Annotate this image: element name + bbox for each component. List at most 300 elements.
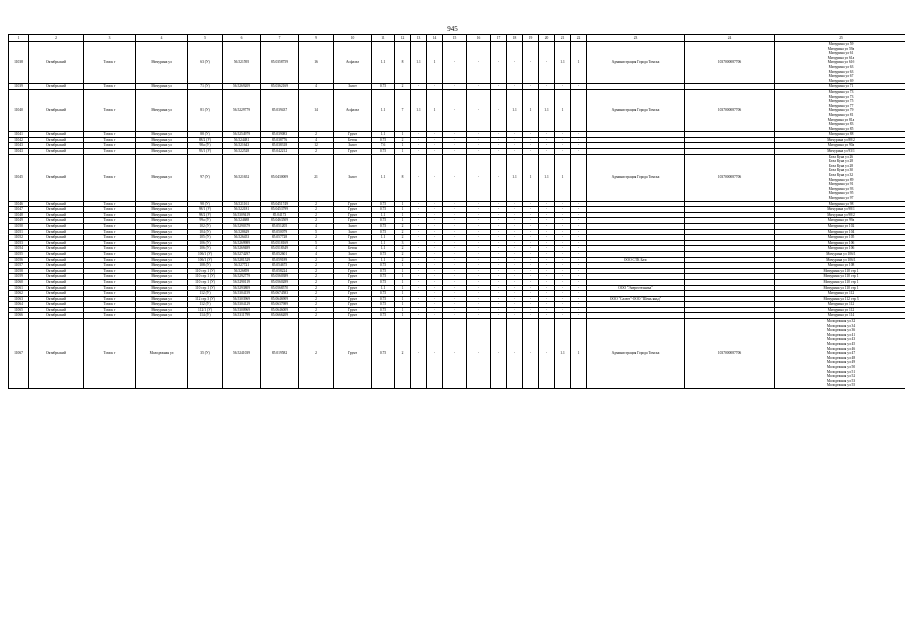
- cell-c12: 8: [395, 154, 411, 201]
- cell-street: Мичурина ул: [136, 89, 188, 131]
- cell-c14: -: [427, 212, 443, 218]
- cell-c15: -: [443, 207, 467, 213]
- column-header: 12: [395, 35, 411, 42]
- cell-c16: -: [467, 84, 491, 90]
- cell-c13: -: [411, 149, 427, 155]
- cell-c14: -: [427, 307, 443, 313]
- cell-street: Мичурина ул: [136, 223, 188, 229]
- cell-c11: 1.1: [372, 235, 395, 241]
- cell-house: 112/1 (У): [188, 307, 223, 313]
- cell-district: Октябрьский: [29, 307, 84, 313]
- cell-c22: 1: [571, 319, 587, 389]
- cell-c15: -: [443, 307, 467, 313]
- cell-lat: 56.5290379: [223, 223, 261, 229]
- served-address: Мичурина ул 106: [827, 246, 855, 251]
- cell-lon: 85.0518349: [261, 246, 299, 252]
- cell-c17: -: [491, 285, 507, 291]
- column-header: 16: [467, 35, 491, 42]
- served-address: Мичурина ул 102: [827, 223, 855, 228]
- cell-c14: -: [427, 84, 443, 90]
- cell-c17: -: [491, 223, 507, 229]
- cell-owner: Администрация Города Томска: [587, 42, 685, 84]
- cell-c21: -: [555, 235, 571, 241]
- cell-district: Октябрьский: [29, 132, 84, 138]
- served-address: Бела Куна ул 32: [828, 173, 854, 178]
- cell-id: 11047: [9, 207, 29, 213]
- cell-district: Октябрьский: [29, 279, 84, 285]
- cell-c21: -: [555, 240, 571, 246]
- cell-lat: 56.5254979: [223, 132, 261, 138]
- served-address: Молодежная ул 55: [826, 383, 856, 388]
- cell-city: Томск г: [84, 263, 136, 269]
- cell-c16: -: [467, 223, 491, 229]
- cell-c21: -: [555, 143, 571, 149]
- cell-c17: -: [491, 84, 507, 90]
- cell-c15: -: [443, 251, 467, 257]
- cell-c11: 0.75: [372, 251, 395, 257]
- cell-c14: -: [427, 274, 443, 280]
- cell-id: 11054: [9, 246, 29, 252]
- cell-house: 81 (У): [188, 89, 223, 131]
- cell-c21: -: [555, 229, 571, 235]
- cell-lat: 56.5281529: [223, 257, 261, 263]
- cell-c19: -: [523, 132, 539, 138]
- cell-district: Октябрьский: [29, 223, 84, 229]
- cell-city: Томск г: [84, 137, 136, 143]
- cell-house: 106 (У): [188, 240, 223, 246]
- cell-c21: -: [555, 313, 571, 319]
- cell-district: Октябрьский: [29, 257, 84, 263]
- cell-c16: -: [467, 263, 491, 269]
- cell-ogrn: 1037000087706: [685, 42, 775, 84]
- page-number: 945: [447, 25, 458, 33]
- cell-c20: -: [539, 319, 555, 389]
- cell-cover: Асфальт: [334, 42, 372, 84]
- cell-street: Мичурина ул: [136, 240, 188, 246]
- cell-c12: 2: [395, 246, 411, 252]
- served-address: Мичурина ул 69: [828, 78, 854, 83]
- cell-c20: -: [539, 263, 555, 269]
- cell-c22: -: [571, 149, 587, 155]
- cell-c20: -: [539, 137, 555, 143]
- served-address: Мичурина ул 90а: [827, 143, 855, 148]
- cell-lon: 85.0674583: [261, 291, 299, 297]
- cell-owner: ООО "Салют"-ООО "Шень яньд": [587, 296, 685, 302]
- cell-lon: 85.0451749: [261, 201, 299, 207]
- cell-c22: -: [571, 296, 587, 302]
- cell-c11: 1.1: [372, 285, 395, 291]
- cell-city: Томск г: [84, 132, 136, 138]
- cell-c15: -: [443, 257, 467, 263]
- cell-id: 11041: [9, 132, 29, 138]
- cell-district: Октябрьский: [29, 285, 84, 291]
- cell-c14: -: [427, 291, 443, 297]
- cell-c19: -: [523, 279, 539, 285]
- cell-district: Октябрьский: [29, 319, 84, 389]
- cell-city: Томск г: [84, 218, 136, 224]
- cell-cover: Залот: [334, 154, 372, 201]
- cell-c14: -: [427, 296, 443, 302]
- cell-c19: -: [523, 218, 539, 224]
- cell-house: 110 стр 1 (У): [188, 279, 223, 285]
- cell-c19: -: [523, 143, 539, 149]
- cell-c17: -: [491, 257, 507, 263]
- cell-c22: -: [571, 212, 587, 218]
- cell-lat: 56.524481: [223, 137, 261, 143]
- cell-c22: -: [571, 84, 587, 90]
- cell-street: Мичурина ул: [136, 201, 188, 207]
- cell-id: 11038: [9, 42, 29, 84]
- cell-c15: -: [443, 285, 467, 291]
- cell-lon: 85.058224: [261, 268, 299, 274]
- cell-district: Октябрьский: [29, 235, 84, 241]
- column-header: 19: [523, 35, 539, 42]
- cell-c16: -: [467, 149, 491, 155]
- cell-n: 14: [299, 89, 334, 131]
- cell-c12: 1: [395, 201, 411, 207]
- cell-addresses: [775, 42, 905, 84]
- cell-n: 2: [299, 235, 334, 241]
- cell-street: Мичурина ул: [136, 291, 188, 297]
- cell-c13: -: [411, 274, 427, 280]
- cell-c13: -: [411, 235, 427, 241]
- cell-house: 106/1 (У): [188, 257, 223, 263]
- cell-c12: 1: [395, 207, 411, 213]
- cell-n: 2: [299, 285, 334, 291]
- cell-c17: -: [491, 291, 507, 297]
- cell-owner: ООО СТК Базс: [587, 257, 685, 263]
- cell-city: Томск г: [84, 302, 136, 308]
- cell-c18: -: [507, 307, 523, 313]
- cell-c20: -: [539, 235, 555, 241]
- cell-c19: -: [523, 207, 539, 213]
- cell-c13: -: [411, 291, 427, 297]
- cell-n: 2: [299, 319, 334, 389]
- cell-c15: -: [443, 143, 467, 149]
- served-address: Мичурина ул 93: [828, 186, 854, 191]
- cell-c20: -: [539, 201, 555, 207]
- cell-street: Мичурина ул: [136, 268, 188, 274]
- cell-city: Томск г: [84, 279, 136, 285]
- cell-c13: -: [411, 229, 427, 235]
- served-address: Молодежная ул 43: [826, 337, 856, 342]
- cell-lat: 56.522528: [223, 149, 261, 155]
- served-address: Мичурина ул 61а: [827, 55, 855, 60]
- served-address: Бела Куна ул 26: [828, 154, 854, 159]
- cell-c20: -: [539, 42, 555, 84]
- cell-city: Томск г: [84, 257, 136, 263]
- cell-lon: 85.019582: [261, 319, 299, 389]
- served-address: Мичурина ул 114: [827, 313, 855, 318]
- cell-lat: 56.524688: [223, 218, 261, 224]
- cell-district: Октябрьский: [29, 291, 84, 297]
- cell-cover: Асфальт: [334, 89, 372, 131]
- cell-house: 104 (У): [188, 229, 223, 235]
- cell-lat: 56.5304159: [223, 291, 261, 297]
- cell-c11: 1.1: [372, 89, 395, 131]
- cell-c18: -: [507, 132, 523, 138]
- cell-c11: 1.1: [372, 246, 395, 252]
- served-address: Молодежная ул 48: [826, 355, 856, 360]
- column-header: 9: [299, 35, 334, 42]
- served-address: Мичурина ул 98/1: [827, 207, 855, 212]
- served-address: Мичурина ул 71: [828, 84, 854, 89]
- cell-c22: -: [571, 218, 587, 224]
- cell-street: Мичурина ул: [136, 132, 188, 138]
- cell-c19: -: [523, 201, 539, 207]
- cell-c11: 0.75: [372, 218, 395, 224]
- cell-c15: -: [443, 319, 467, 389]
- cell-id: 11063: [9, 296, 29, 302]
- cell-c16: -: [467, 154, 491, 201]
- cell-n: 2: [299, 291, 334, 297]
- cell-c11: 0.75: [372, 263, 395, 269]
- cell-lat: 56.5269209: [223, 84, 261, 90]
- cell-c17: -: [491, 201, 507, 207]
- cell-c15: -: [443, 313, 467, 319]
- served-address: Мичурина ул 67: [828, 74, 854, 79]
- cell-c11: 1.1: [372, 240, 395, 246]
- cell-lat: 56.5229779: [223, 89, 261, 131]
- cell-c21: -: [555, 268, 571, 274]
- column-header: 2: [29, 35, 84, 42]
- cell-city: Томск г: [84, 296, 136, 302]
- cell-c21: -: [555, 132, 571, 138]
- cell-c22: -: [571, 302, 587, 308]
- cell-c21: -: [555, 207, 571, 213]
- cell-lat: 56.5309419: [223, 212, 261, 218]
- cell-house: 112 (У): [188, 302, 223, 308]
- container-sites-table: [8, 34, 905, 389]
- cell-house: 110 стр 1 (У): [188, 274, 223, 280]
- cell-street: Мичурина ул: [136, 307, 188, 313]
- cell-c16: -: [467, 229, 491, 235]
- cell-lat: 56.5304129: [223, 302, 261, 308]
- header-row: [9, 35, 905, 42]
- cell-c13: -: [411, 212, 427, 218]
- served-address: Мичурина ул 59а: [827, 46, 855, 51]
- cell-c22: -: [571, 143, 587, 149]
- cell-n: 2: [299, 207, 334, 213]
- cell-c17: -: [491, 313, 507, 319]
- cell-c22: -: [571, 268, 587, 274]
- cell-c15: -: [443, 274, 467, 280]
- cell-lat: 56.5311799: [223, 313, 261, 319]
- served-address: Мичурина ул 104: [827, 229, 855, 234]
- cell-lat: 56.5269989: [223, 240, 261, 246]
- cell-street: Мичурина ул: [136, 285, 188, 291]
- cell-cover: Грунт: [334, 263, 372, 269]
- column-header: 20: [539, 35, 555, 42]
- cell-cover: Бетон: [334, 137, 372, 143]
- cell-n: 5: [299, 240, 334, 246]
- cell-lon: 85.039437: [261, 89, 299, 131]
- column-header: 5: [188, 35, 223, 42]
- cell-c20: -: [539, 296, 555, 302]
- cell-c13: -: [411, 257, 427, 263]
- cell-c14: -: [427, 246, 443, 252]
- cell-c22: -: [571, 207, 587, 213]
- served-address: Мичурина ул 85: [828, 126, 854, 131]
- cell-id: 11060: [9, 279, 29, 285]
- cell-c16: -: [467, 246, 491, 252]
- cell-c19: -: [523, 251, 539, 257]
- cell-district: Октябрьский: [29, 268, 84, 274]
- cell-c18: -: [507, 240, 523, 246]
- cell-c14: -: [427, 240, 443, 246]
- cell-c21: -: [555, 296, 571, 302]
- cell-house: 110 стр 1 (У): [188, 268, 223, 274]
- cell-addresses: [775, 319, 905, 389]
- served-address: Бела Куна ул 28: [828, 163, 854, 168]
- served-address: Мичурина ул 61: [828, 51, 854, 56]
- column-header: 23: [587, 35, 685, 42]
- cell-lat: 56.5290119: [223, 279, 261, 285]
- cell-id: 11049: [9, 218, 29, 224]
- cell-lon: 85.0362169: [261, 84, 299, 90]
- cell-cover: Бетон: [334, 246, 372, 252]
- served-address: Молодежная ул 32: [826, 319, 856, 324]
- cell-c19: -: [523, 319, 539, 389]
- cell-c17: -: [491, 235, 507, 241]
- cell-c19: -: [523, 307, 539, 313]
- cell-c13: -: [411, 137, 427, 143]
- cell-c17: -: [491, 42, 507, 84]
- cell-street: Мичурина ул: [136, 263, 188, 269]
- cell-c18: -: [507, 268, 523, 274]
- served-address: Мичурина ул 95: [828, 191, 854, 196]
- cell-district: Октябрьский: [29, 302, 84, 308]
- cell-district: Октябрьский: [29, 218, 84, 224]
- cell-c21: -: [555, 212, 571, 218]
- served-address: Мичурина ул 83: [828, 122, 854, 127]
- cell-c18: -: [507, 291, 523, 297]
- column-header: 3: [84, 35, 136, 42]
- cell-lon: 85.042212: [261, 149, 299, 155]
- cell-c18: -: [507, 143, 523, 149]
- cell-city: Томск г: [84, 212, 136, 218]
- cell-c14: -: [427, 257, 443, 263]
- cell-c19: -: [523, 296, 539, 302]
- cell-c18: -: [507, 251, 523, 257]
- cell-ogrn: 1037000087706: [685, 89, 775, 131]
- cell-city: Томск г: [84, 89, 136, 131]
- cell-c21: 1: [555, 89, 571, 131]
- cell-owner: Администрация Города Томска: [587, 89, 685, 131]
- cell-cover: Грунт: [334, 307, 372, 313]
- cell-c15: -: [443, 229, 467, 235]
- cell-c21: -: [555, 251, 571, 257]
- cell-c11: 1.1: [372, 257, 395, 263]
- cell-c22: -: [571, 274, 587, 280]
- cell-c18: -: [507, 84, 523, 90]
- table-row: [9, 154, 905, 201]
- cell-street: Мичурина ул: [136, 302, 188, 308]
- cell-c14: -: [427, 268, 443, 274]
- cell-cover: Залот: [334, 229, 372, 235]
- cell-id: 11042: [9, 137, 29, 143]
- cell-c13: -: [411, 207, 427, 213]
- cell-n: 2: [299, 313, 334, 319]
- cell-lat: 56.527721: [223, 263, 261, 269]
- cell-district: Октябрьский: [29, 274, 84, 280]
- cell-c12: 8: [395, 42, 411, 84]
- cell-cover: Грунт: [334, 313, 372, 319]
- cell-c12: 1: [395, 143, 411, 149]
- cell-c11: 0.75: [372, 291, 395, 297]
- cell-c14: -: [427, 207, 443, 213]
- cell-c22: 1: [571, 42, 587, 84]
- cell-n: 12: [299, 143, 334, 149]
- cell-c20: -: [539, 251, 555, 257]
- cell-lat: 56.522181: [223, 207, 261, 213]
- cell-owner: Администрация Города Томска: [587, 319, 685, 389]
- cell-c17: -: [491, 143, 507, 149]
- cell-c13: -: [411, 218, 427, 224]
- cell-c14: -: [427, 218, 443, 224]
- cell-city: Томск г: [84, 235, 136, 241]
- cell-c22: -: [571, 285, 587, 291]
- cell-c11: 1.1: [372, 132, 395, 138]
- cell-c11: 0.75: [372, 302, 395, 308]
- cell-c22: -: [571, 246, 587, 252]
- cell-c15: -: [443, 89, 467, 131]
- cell-n: 2: [299, 218, 334, 224]
- cell-c21: -: [555, 246, 571, 252]
- cell-c14: -: [427, 319, 443, 389]
- served-address: Мичурина ул 98: [828, 201, 854, 206]
- cell-c22: -: [571, 307, 587, 313]
- cell-c13: -: [411, 84, 427, 90]
- cell-street: Мичурина ул: [136, 296, 188, 302]
- cell-id: 11056: [9, 257, 29, 263]
- cell-district: Октябрьский: [29, 89, 84, 131]
- cell-cover: Залот: [334, 223, 372, 229]
- cell-c18: -: [507, 229, 523, 235]
- cell-c15: -: [443, 263, 467, 269]
- cell-c17: -: [491, 296, 507, 302]
- cell-c15: -: [443, 240, 467, 246]
- cell-c12: 1: [395, 218, 411, 224]
- cell-lon: 85.051205: [261, 223, 299, 229]
- cell-c12: 2: [395, 137, 411, 143]
- cell-c14: -: [427, 229, 443, 235]
- cell-c19: -: [523, 137, 539, 143]
- cell-owner: Администрация Города Томска: [587, 154, 685, 201]
- served-address: Молодежная ул 46: [826, 346, 856, 351]
- cell-c20: -: [539, 268, 555, 274]
- cell-c21: -: [555, 274, 571, 280]
- cell-c18: -: [507, 212, 523, 218]
- cell-c15: -: [443, 268, 467, 274]
- cell-c16: -: [467, 251, 491, 257]
- cell-id: 11052: [9, 235, 29, 241]
- cell-c14: -: [427, 137, 443, 143]
- cell-c17: -: [491, 246, 507, 252]
- cell-district: Октябрьский: [29, 84, 84, 90]
- cell-c22: -: [571, 251, 587, 257]
- cell-lat: 56.521161: [223, 201, 261, 207]
- cell-ogrn: 1037000087706: [685, 154, 775, 201]
- cell-lon: 85.052601: [261, 251, 299, 257]
- cell-district: Октябрьский: [29, 251, 84, 257]
- cell-c11: 0.75: [372, 84, 395, 90]
- cell-district: Октябрьский: [29, 229, 84, 235]
- cell-district: Октябрьский: [29, 154, 84, 201]
- cell-lon: 85.0568570: [261, 285, 299, 291]
- cell-cover: Грунт: [334, 291, 372, 297]
- served-address: Мичурина ул 88/2: [827, 137, 855, 142]
